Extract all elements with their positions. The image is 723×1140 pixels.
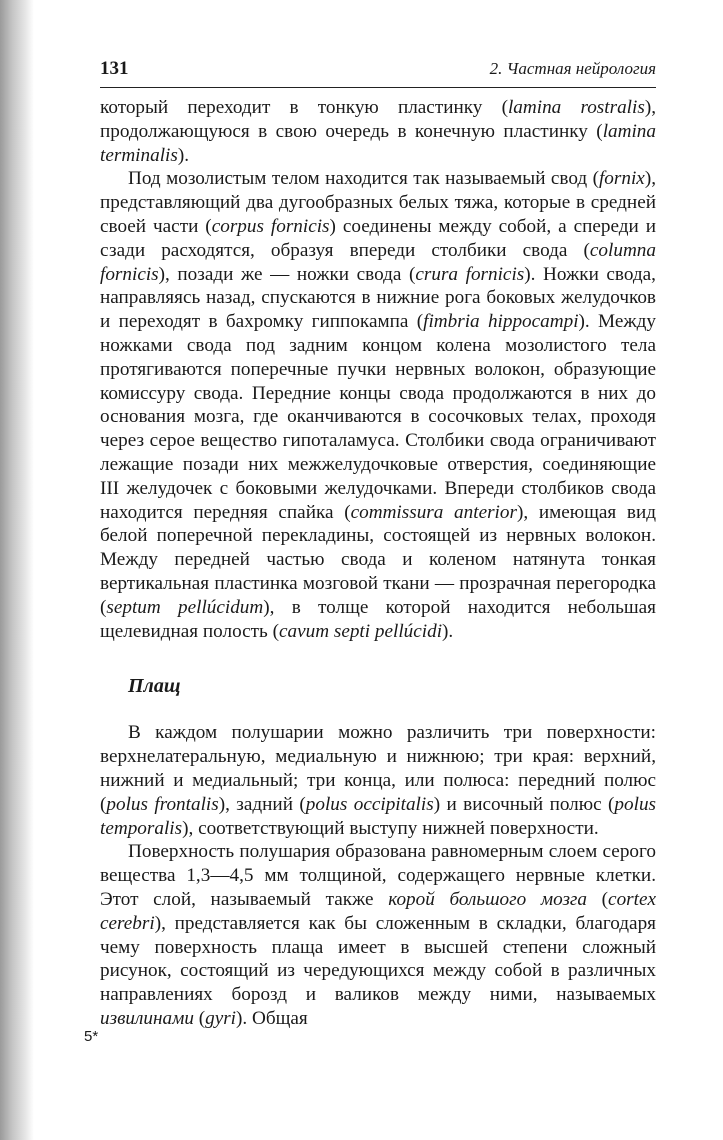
text-block-section [100, 721, 656, 1030]
text-run: В каждом полушарии можно различить три поверхности: верхнелатеральную, медиальную и нижнюю; три края: верхний, нижний и медиальный; три конца, или полюса: передний полюс ( [100, 722, 656, 815]
latin-term: corpus fornicis [211, 215, 330, 237]
text-run: ), продолжающуюся в свою очередь в конечную пластинку ( [100, 97, 656, 142]
paragraph [100, 721, 656, 840]
text-run: ), имеющая вид белой поперечной перекладины, состоящей из нервных волокон. Между передней частью свода и коленом натянута тонкая вертикальная пластинка мозговой ткани — прозрачная перегородка ( [100, 501, 657, 618]
text-run: ). Общая [236, 1007, 308, 1029]
latin-term: cortex cerebri [100, 888, 656, 934]
latin-term: cavum septi pellúcidi [278, 620, 443, 642]
text-run: ), представляющий два дугообразных белых тяжа, которые в средней своей части ( [100, 168, 656, 237]
text-run: ( [587, 888, 609, 910]
paragraph [100, 167, 656, 643]
latin-term: columna fornicis [100, 239, 656, 285]
latin-term: lamina rostralis [507, 97, 645, 118]
section-heading: Плащ [128, 675, 181, 698]
paragraph [100, 840, 656, 1030]
text-run: ( [193, 1007, 206, 1029]
page-number: 131 [100, 58, 129, 79]
latin-term: commissura anterior [350, 501, 517, 523]
text-run: ), в толще которой находится небольшая щелевидная полость ( [100, 596, 656, 642]
text-block-top [100, 96, 656, 643]
text-run: ). [177, 144, 190, 166]
latin-term: fimbria hippocampi [423, 311, 579, 333]
text-run: ). Между ножками свода под задним концом колена мозолистого тела протягиваются поперечные пучки нервных волокон, образующие комиссуру свода. Передние концы свода продолжаются в них до основания мозга, где оканчиваются в сосочковых телах, проходя через серое вещество гипоталамуса. Столбики свода ограничивают лежащие позади них межжелудочковые отверстия, соединяющие III желудочек с боковыми желудочками. Впереди столбиков свода находится передняя спайка ( [100, 311, 656, 523]
text-run: ), задний ( [218, 793, 306, 815]
text-run: ). Ножки свода, направляясь назад, спускаются в нижние рога боковых желудочков и переходят в бахромку гиппокампа ( [100, 263, 656, 333]
paragraph [100, 96, 656, 167]
latin-term: crura fornicis [415, 263, 525, 285]
latin-term: polus temporalis [100, 793, 657, 839]
running-head [100, 58, 656, 88]
latin-term: корой большого мозга [388, 888, 588, 910]
text-run: ), позади же — ножки свода ( [158, 263, 416, 285]
latin-term: fornix [598, 168, 645, 190]
text-run: Под мозолистым телом находится так называемый свод ( [128, 168, 599, 190]
text-run: ), представляется как бы сложенным в складки, благодаря чему поверхность плаща имеет в высшей степени сложный рисунок, состоящий из чередующихся между собой в различных направлениях борозд и валиков между ними, называемых [100, 912, 656, 1006]
chapter-title: 2. Частная нейрология [489, 59, 656, 78]
latin-term: polus occipitalis [305, 793, 434, 815]
latin-term: gyri [205, 1007, 237, 1029]
latin-term: извилинами [100, 1007, 194, 1029]
binding-shadow [0, 0, 34, 1140]
text-run: ) и височный полюс ( [433, 793, 615, 815]
latin-term: polus frontalis [106, 793, 219, 815]
sheet-signature: 5* [84, 1028, 99, 1045]
text-run: ). [442, 620, 454, 642]
text-run: ) соединены между собой, а спереди и сзади расходятся, образуя впереди столбики свода ( [100, 215, 656, 261]
latin-term: septum pellúcidum [106, 596, 264, 618]
latin-term: lamina terminalis [100, 120, 656, 166]
text-run: который переходит в тонкую пластинку ( [100, 97, 508, 118]
text-run: Поверхность полушария образована равномерным слоем серого вещества 1,3—4,5 мм толщиной, содержащего нервные клетки. Этот слой, называемый также [100, 841, 656, 910]
text-run: ), соответствующий выступу нижней поверхности. [182, 817, 599, 839]
book-page [100, 58, 656, 1031]
